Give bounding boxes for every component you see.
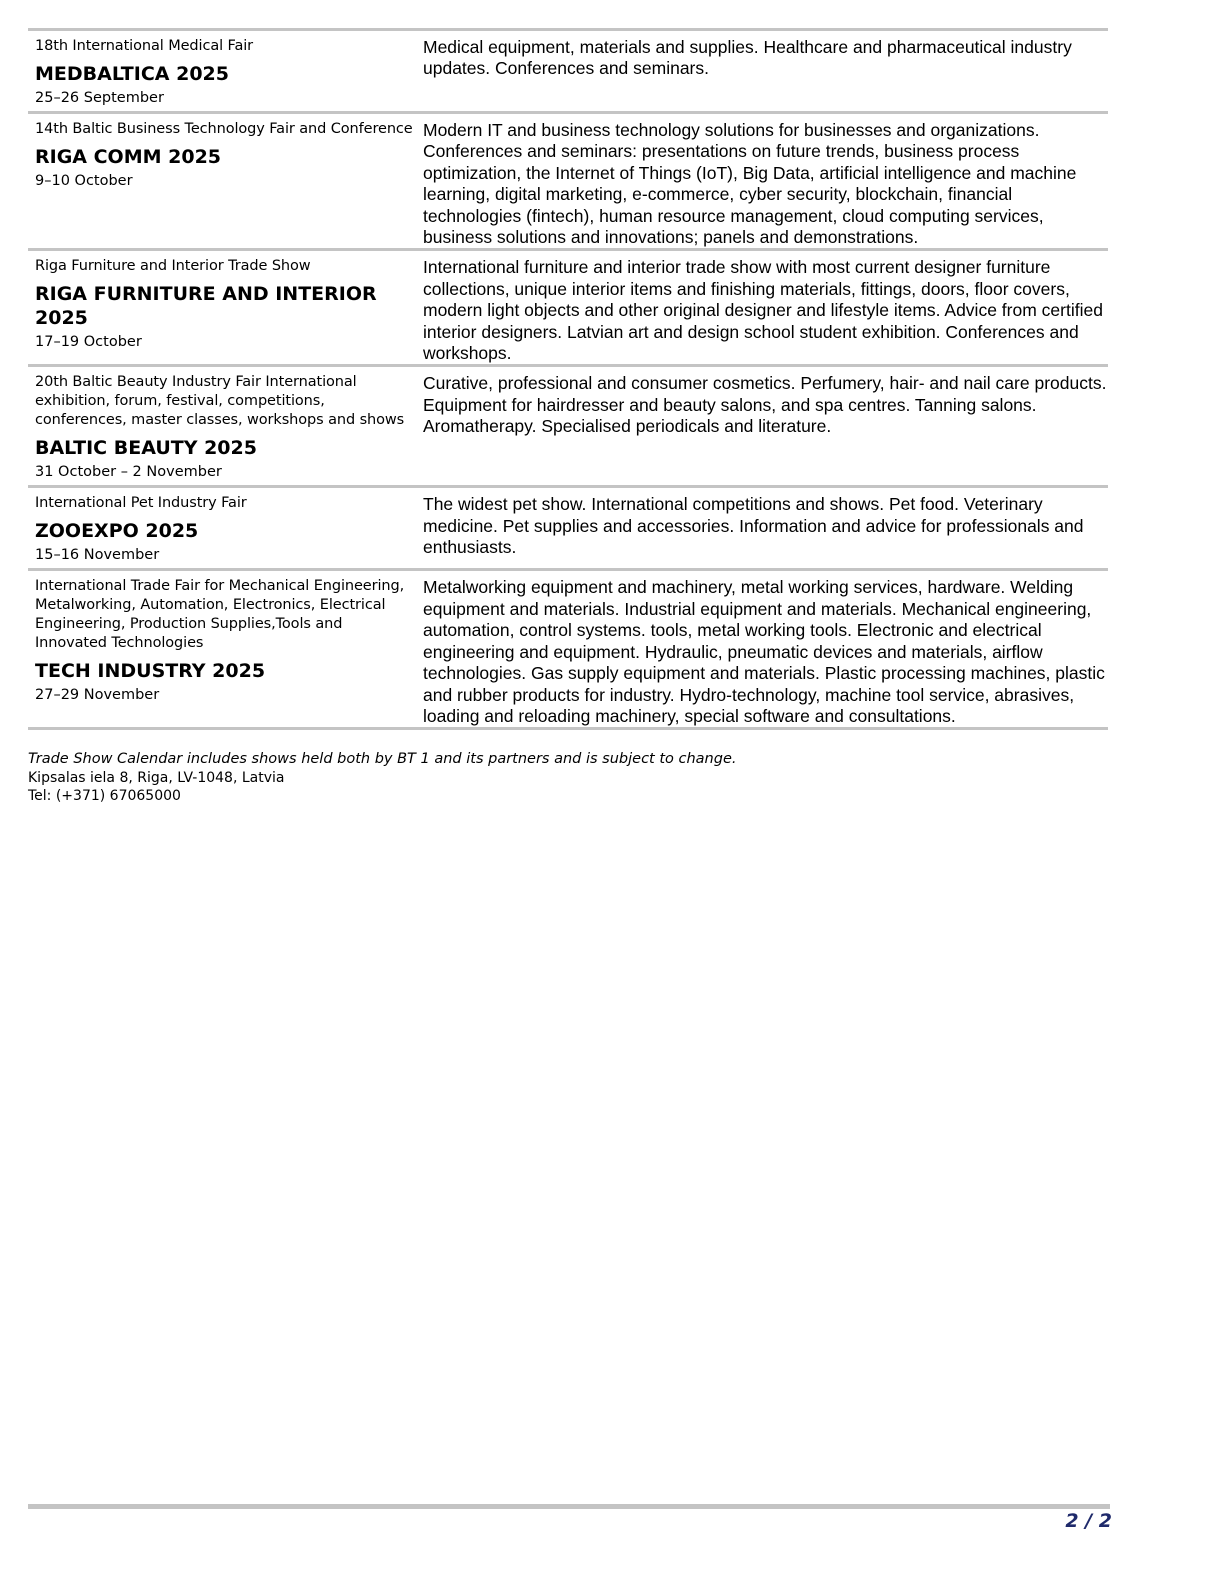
event-dates: 27–29 November [35,687,160,704]
event-info [28,31,415,111]
table-row [28,367,1108,488]
footer [28,750,1108,805]
event-dates: 25–26 September [35,90,164,106]
event-dates: 17–19 October [35,334,142,351]
event-info [28,114,415,248]
table-row [28,114,1108,251]
table-row [28,31,1108,114]
event-name: RIGA COMM 2025 [35,146,222,168]
event-subtitle: International Trade Fair for Mechanical Engineering, Metalworking, Automation, Electronics, Electrical Engineering, Production Supplies,Tools and Innovated Technologies [35,578,405,652]
address: Kipsalas iela 8, Riga, LV-1048, Latvia [28,770,285,786]
event-description: The widest pet show. International competitions and shows. Pet food. Veterinary medicine. Pet supplies and accessories. Information and advice for professionals and enthusiasts. [423,494,1084,558]
event-info [28,488,415,568]
event-info [28,251,415,364]
table-row [28,251,1108,367]
event-subtitle: Riga Furniture and Interior Trade Show [35,258,311,275]
event-name: TECH INDUSTRY 2025 [35,660,266,683]
event-info [28,367,415,485]
bottom-divider [28,1504,1110,1509]
telephone: Tel: (+371) 67065000 [28,788,181,804]
event-name: BALTIC BEAUTY 2025 [35,437,257,460]
event-description: Modern IT and business technology solutions for businesses and organizations. Conferences and seminars: presentations on future trends, business process optimization, the Internet of Things (IoT), Big Data, artificial intelligence and machine learning, digital marketing, e-commerce, cyber security, blockchain, financial technologies (fintech), human resource management, cloud computing services, business solutions and innovations; panels and demonstrations. [423,120,1077,248]
table-row [28,571,1108,730]
disclaimer-note: Trade Show Calendar includes shows held both by BT 1 and its partners and is subject to change. [28,751,737,767]
event-subtitle: 14th Baltic Business Technology Fair and Conference [35,121,413,137]
event-description: International furniture and interior trade show with most current designer furniture collections, unique interior items and finishing materials, fittings, doors, floor covers, modern light objects and other original designer and lifestyle items. Advice from certified interior designers. Latvian art and design school student exhibition. Conferences and workshops. [423,257,1103,364]
table-row [28,488,1108,571]
event-subtitle: 18th International Medical Fair [35,38,254,54]
event-subtitle: 20th Baltic Beauty Industry Fair International exhibition, forum, festival, competitions, conferences, master classes, workshops and shows [35,374,405,429]
event-name: MEDBALTICA 2025 [35,63,229,85]
page-number: 2 / 2 [1065,1510,1112,1532]
event-dates: 9–10 October [35,173,133,189]
event-dates: 15–16 November [35,547,160,564]
events-table [28,28,1108,730]
event-dates: 31 October – 2 November [35,464,222,481]
event-description: Metalworking equipment and machinery, metal working services, hardware. Welding equipment and materials. Industrial equipment and materials. Mechanical engineering, automation, control systems. tools, metal working tools. Electronic and electrical engineering and equipment. Hydraulic, pneumatic devices and materials, airflow technologies. Gas supply equipment and materials. Plastic processing machines, plastic and rubber products for industry. Hydro-technology, machine tool service, abrasives, loading and reloading machinery, special software and consultations. [423,577,1105,726]
event-description: Curative, professional and consumer cosmetics. Perfumery, hair- and nail care products. Equipment for hairdresser and beauty salons, and spa centres. Tanning salons. Aromatherapy. Specialised periodicals and literature. [423,373,1107,437]
event-name: RIGA FURNITURE AND INTERIOR 2025 [35,283,377,330]
event-info [28,571,415,727]
event-description: Medical equipment, materials and supplies. Healthcare and pharmaceutical industry updates. Conferences and seminars. [423,37,1072,79]
event-name: ZOOEXPO 2025 [35,520,199,543]
event-subtitle: International Pet Industry Fair [35,495,247,512]
